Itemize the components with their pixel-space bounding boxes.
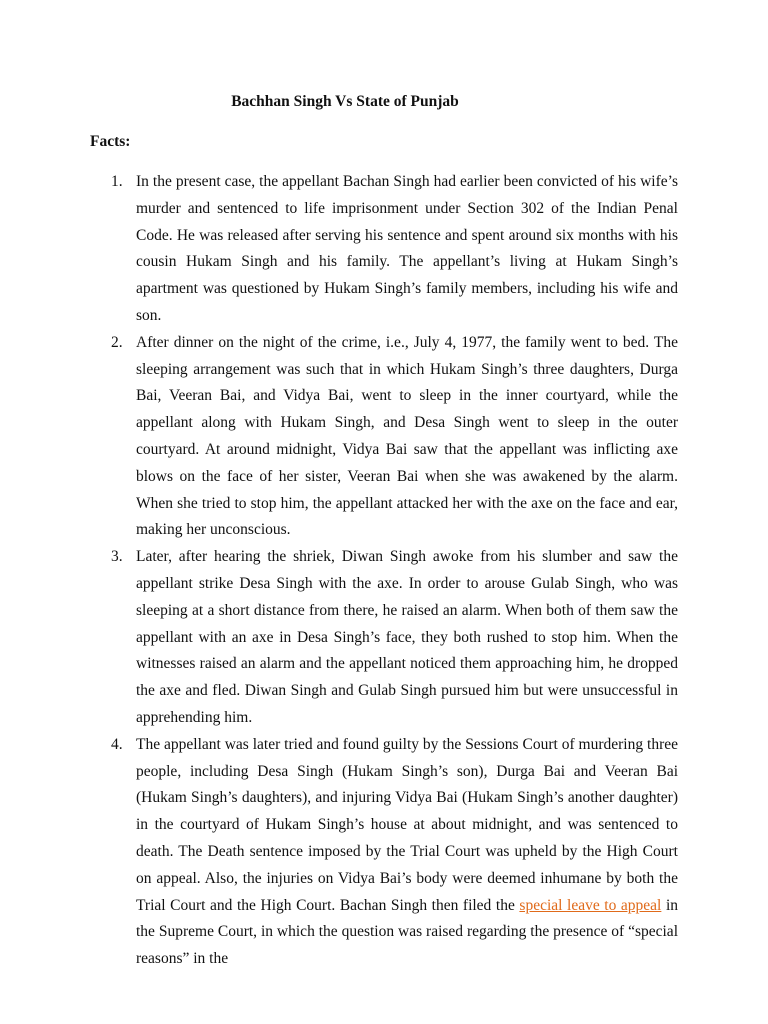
fact-item-4: [111, 732, 679, 973]
fact-number: 3.: [111, 548, 123, 566]
fact-text: After dinner on the night of the crime, i.e., July 4, 1977, the family went to bed. The sleeping arrangement was such that in which Hukam Singh’s three daughters, Durga Bai, Veeran Bai, and Vidya Bai, went to sleep in the inner courtyard, while the appellant along with Hukam Singh, and Desa Singh went to sleep in the outer courtyard. At around midnight, Vidya Bai saw that the appellant was inflicting axe blows on the face of her sister, Veeran Bai when she was awakened by the alarm. When she tried to stop him, the appellant attacked her with the axe on the face and ear, making her unconscious.: [136, 333, 678, 539]
facts-heading: Facts:: [90, 133, 131, 150]
fact-text: Later, after hearing the shriek, Diwan Singh awoke from his slumber and saw the appellant strike Desa Singh with the axe. In order to arouse Gulab Singh, who was sleeping at a short distance from there, he raised an alarm. When both of them saw the appellant with an axe in Desa Singh’s face, they both rushed to stop him. When the witnesses raised an alarm and the appellant noticed them approaching him, he dropped the axe and fled. Diwan Singh and Gulab Singh pursued him but were unsuccessful in apprehending him.: [136, 548, 678, 726]
special-leave-to-appeal-link[interactable]: special leave to appeal: [519, 896, 662, 914]
fact-number: 4.: [111, 735, 123, 753]
fact-item-3: [111, 544, 678, 732]
fact-text-after-link: in the Supreme Court, in which the question was raised regarding the presence of “special reasons” in the: [136, 896, 679, 968]
fact-item-1: [111, 169, 678, 330]
fact-number: 2.: [111, 333, 123, 351]
document-title: Bachhan Singh Vs State of Punjab: [231, 93, 459, 110]
fact-item-2: [111, 330, 678, 544]
fact-text-before-link: The appellant was later tried and found guilty by the Sessions Court of murdering three people, including Desa Singh (Hukam Singh’s son), Durga Bai and Veeran Bai (Hukam Singh’s daughters), and injuring Vidya Bai (Hukam Singh’s another daughter) in the courtyard of Hukam Singh’s house at about midnight, and was sentenced to death. The Death sentence imposed by the Trial Court was upheld by the High Court on appeal. Also, the injuries on Vidya Bai’s body were deemed inhumane by both the Trial Court and the High Court. Bachan Singh then filed the: [136, 735, 678, 914]
fact-text: In the present case, the appellant Bachan Singh had earlier been convicted of his wife’s murder and sentenced to life imprisonment under Section 302 of the Indian Penal Code. He was released after serving his sentence and spent around six months with his cousin Hukam Singh and his family. The appellant’s living at Hukam Singh’s apartment was questioned by Hukam Singh’s family members, including his wife and son.: [136, 173, 678, 324]
fact-number: 1.: [111, 173, 123, 190]
facts-list: [111, 169, 679, 973]
